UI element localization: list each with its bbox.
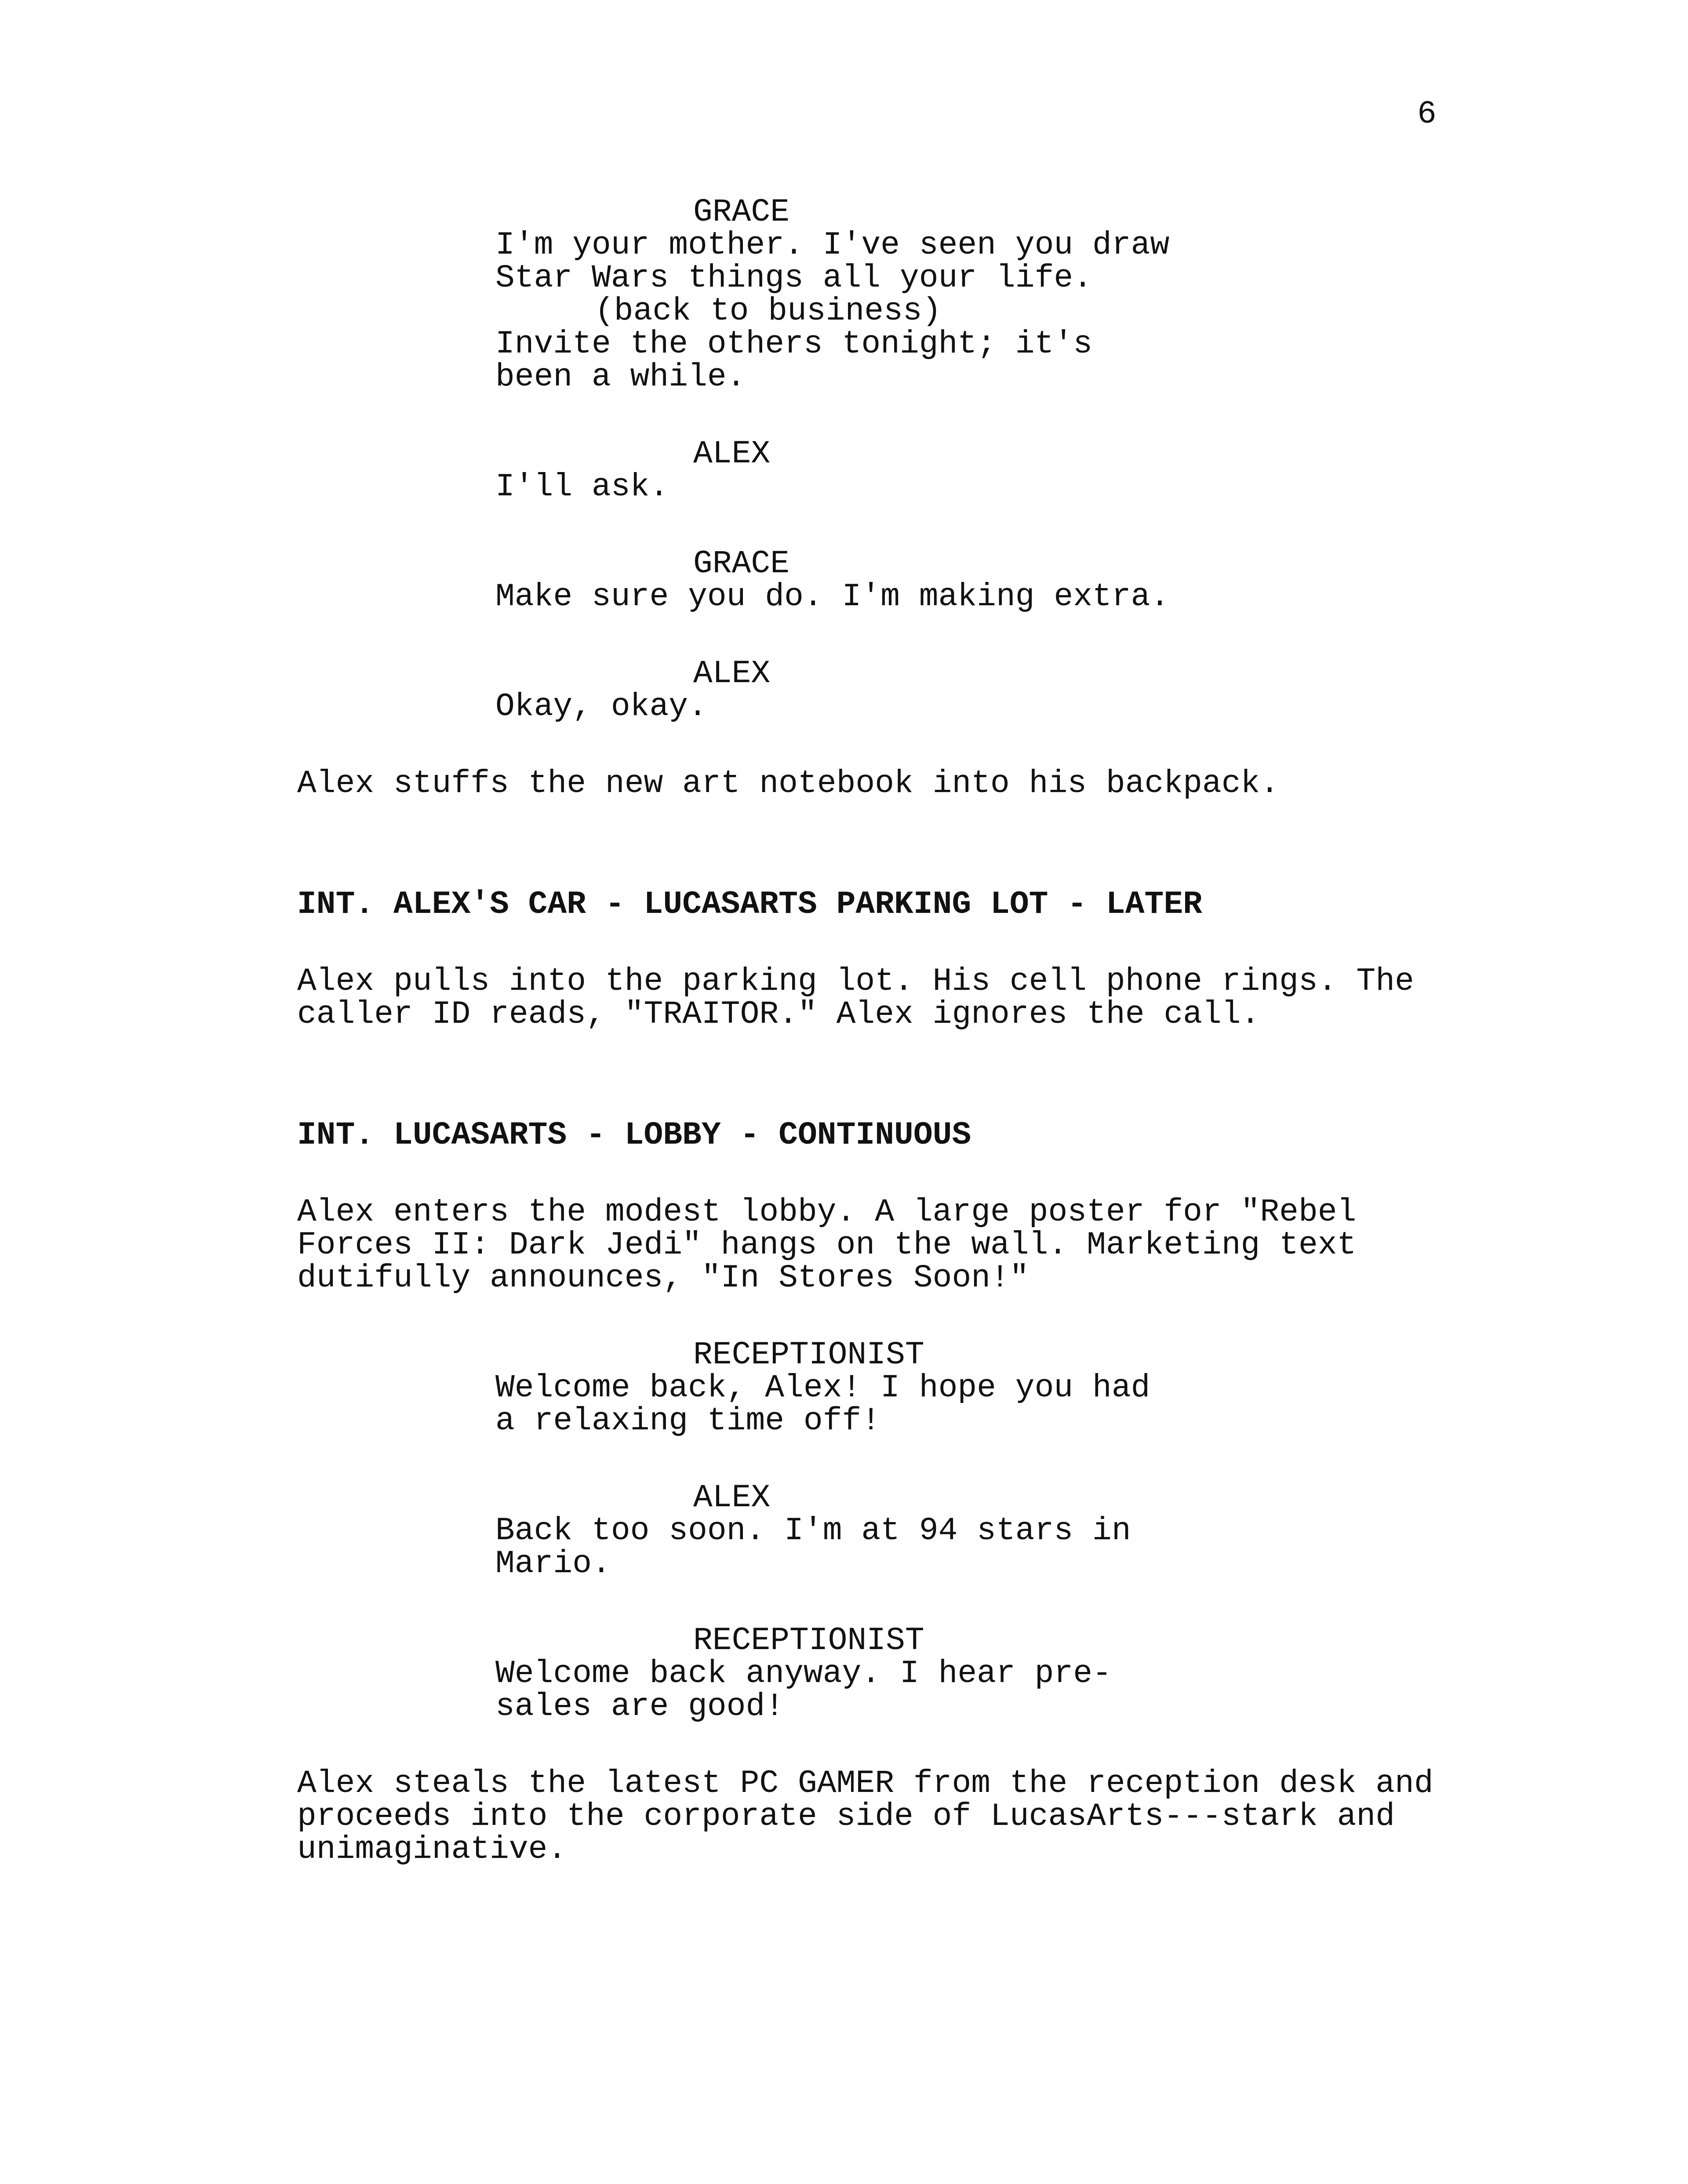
dialogue-line: Mario. — [495, 1545, 611, 1582]
dialogue-line: Make sure you do. I'm making extra. — [495, 578, 1170, 615]
character-name: RECEPTIONIST — [693, 1337, 924, 1373]
action-line: Alex stuffs the new art notebook into his backpack. — [297, 765, 1280, 802]
dialogue-line: Okay, okay. — [495, 688, 707, 725]
scene-heading: INT. LUCASARTS - LOBBY - CONTINUOUS — [297, 1117, 971, 1153]
dialogue-line: Star Wars things all your life. — [495, 260, 1093, 296]
action-line: proceeds into the corporate side of LucasArts---stark and — [297, 1798, 1395, 1835]
action-line: Alex enters the modest lobby. A large poster for "Rebel — [297, 1194, 1357, 1230]
action-line: unimaginative. — [297, 1831, 567, 1868]
action-line: Alex steals the latest PC GAMER from the reception desk and — [297, 1765, 1433, 1802]
dialogue-line: Welcome back anyway. I hear pre- — [495, 1655, 1112, 1692]
scene-heading: INT. ALEX'S CAR - LUCASARTS PARKING LOT - LATER — [297, 886, 1202, 923]
character-name: ALEX — [693, 436, 771, 472]
character-name: ALEX — [693, 1479, 771, 1516]
dialogue-line: sales are good! — [495, 1688, 785, 1725]
dialogue-line: been a while. — [495, 359, 746, 395]
character-name: ALEX — [693, 655, 771, 692]
character-name: RECEPTIONIST — [693, 1622, 924, 1659]
action-line: Alex pulls into the parking lot. His cell phone rings. The — [297, 963, 1414, 999]
dialogue-line: Back too soon. I'm at 94 stars in — [495, 1512, 1131, 1549]
dialogue-line: I'm your mother. I've seen you draw — [495, 227, 1170, 263]
character-name: GRACE — [693, 545, 790, 582]
parenthetical: (back to business) — [595, 293, 942, 329]
action-line: caller ID reads, "TRAITOR." Alex ignores the call. — [297, 996, 1260, 1032]
dialogue-line: Invite the others tonight; it's — [495, 326, 1093, 362]
character-name: GRACE — [693, 194, 790, 230]
dialogue-line: Welcome back, Alex! I hope you had — [495, 1370, 1150, 1406]
action-line: Forces II: Dark Jedi" hangs on the wall. Marketing text — [297, 1227, 1357, 1263]
dialogue-line: I'll ask. — [495, 469, 669, 505]
action-line: dutifully announces, "In Stores Soon!" — [297, 1260, 1029, 1296]
dialogue-line: a relaxing time off! — [495, 1403, 881, 1439]
page-number: 6 — [1417, 96, 1437, 132]
